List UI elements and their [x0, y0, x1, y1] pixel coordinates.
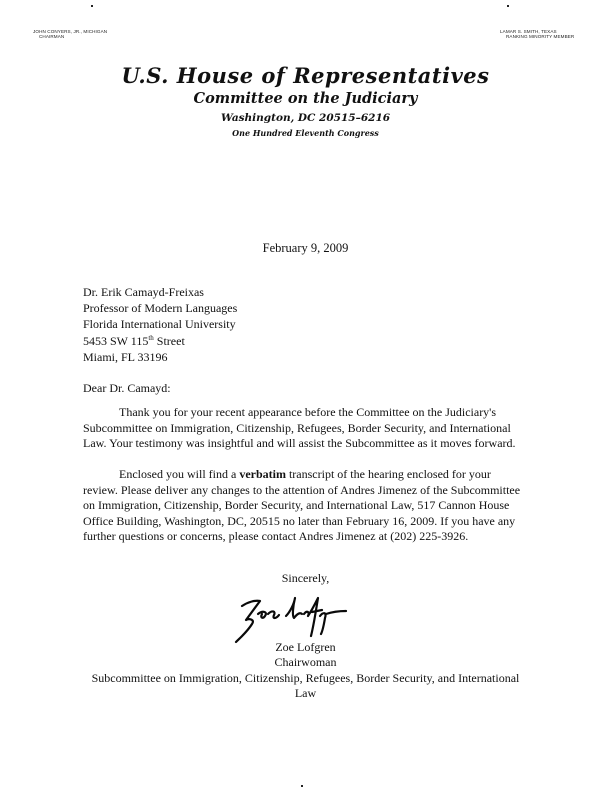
scan-speck — [91, 5, 93, 7]
signer-name: Zoe Lofgren — [275, 640, 336, 654]
recipient-street — [83, 333, 237, 349]
chairman-title: CHAIRMAN — [39, 34, 65, 40]
signature-image — [228, 590, 348, 646]
street-name: Street — [153, 333, 185, 348]
street-suffix: th — [148, 333, 154, 342]
ranking-member-name: LAMAR S. SMITH, TEXAS — [500, 29, 557, 34]
salutation: Dear Dr. Camayd: — [83, 381, 171, 395]
recipient-name: Dr. Erik Camayd-Freixas — [83, 285, 204, 299]
letter-date: February 9, 2009 — [262, 241, 349, 255]
signature-stroke-oe — [258, 611, 279, 618]
letterhead-committee: Committee on the Judiciary — [193, 90, 418, 107]
letterhead-congress: One Hundred Eleventh Congress — [232, 128, 379, 138]
signature-stroke-l — [286, 598, 302, 618]
signature-stroke-z — [236, 601, 260, 642]
recipient-address — [83, 284, 237, 365]
recipient-title: Professor of Modern Languages — [83, 301, 238, 316]
verbatim-emphasis: verbatim — [239, 467, 286, 481]
body-paragraph-1: Thank you for your recent appearance before the Committee on the Judiciary's Subcommittee on Immigration, Citizenship, Refugees, Border Security, and International Law. Your testimony was insightful and will assist the Subcommittee as it moves forward. — [83, 405, 516, 451]
signature-stroke-fgren — [304, 598, 346, 636]
letterhead-address: Washington, DC 20515–6216 — [220, 112, 391, 124]
signer-title: Chairwoman — [274, 655, 337, 670]
signer-committee: Subcommittee on Immigration, Citizenship, Refugees, Border Security, and International — [91, 670, 520, 685]
letterhead-house: U.S. House of Representatives — [121, 63, 490, 88]
street-number: 5453 SW 115 — [83, 333, 149, 348]
ranking-member-header — [500, 29, 574, 40]
closing: Sincerely, — [281, 571, 330, 585]
signature-block — [0, 640, 611, 702]
recipient-organization: Florida International University — [83, 317, 236, 332]
signer-committee-cont: Law — [294, 686, 317, 701]
paragraph2-text-end: transcript of the hearing enclosed for your review. Please deliver any changes to the attention of Andres Jimenez of the Subcommittee on Immigration, Citizenship, Border Security, and International Law, 517 Cannon House Office Building, Washington, DC, 20515 no later than February 16, 2009. If you have any further questions or concerns, please contact Andres Jimenez at (202) 225-3926. — [83, 467, 521, 544]
body-paragraph-2 — [83, 467, 523, 545]
paragraph2-text-start: Enclosed you will find a — [119, 467, 240, 481]
recipient-city: Miami, FL 33196 — [83, 349, 168, 364]
ranking-member-title: RANKING MINORITY MEMBER — [506, 34, 575, 40]
chairman-name: JOHN CONYERS, JR., MICHIGAN — [33, 29, 108, 34]
scan-speck — [301, 785, 303, 787]
chairman-header — [33, 29, 107, 40]
scan-speck — [507, 5, 509, 7]
